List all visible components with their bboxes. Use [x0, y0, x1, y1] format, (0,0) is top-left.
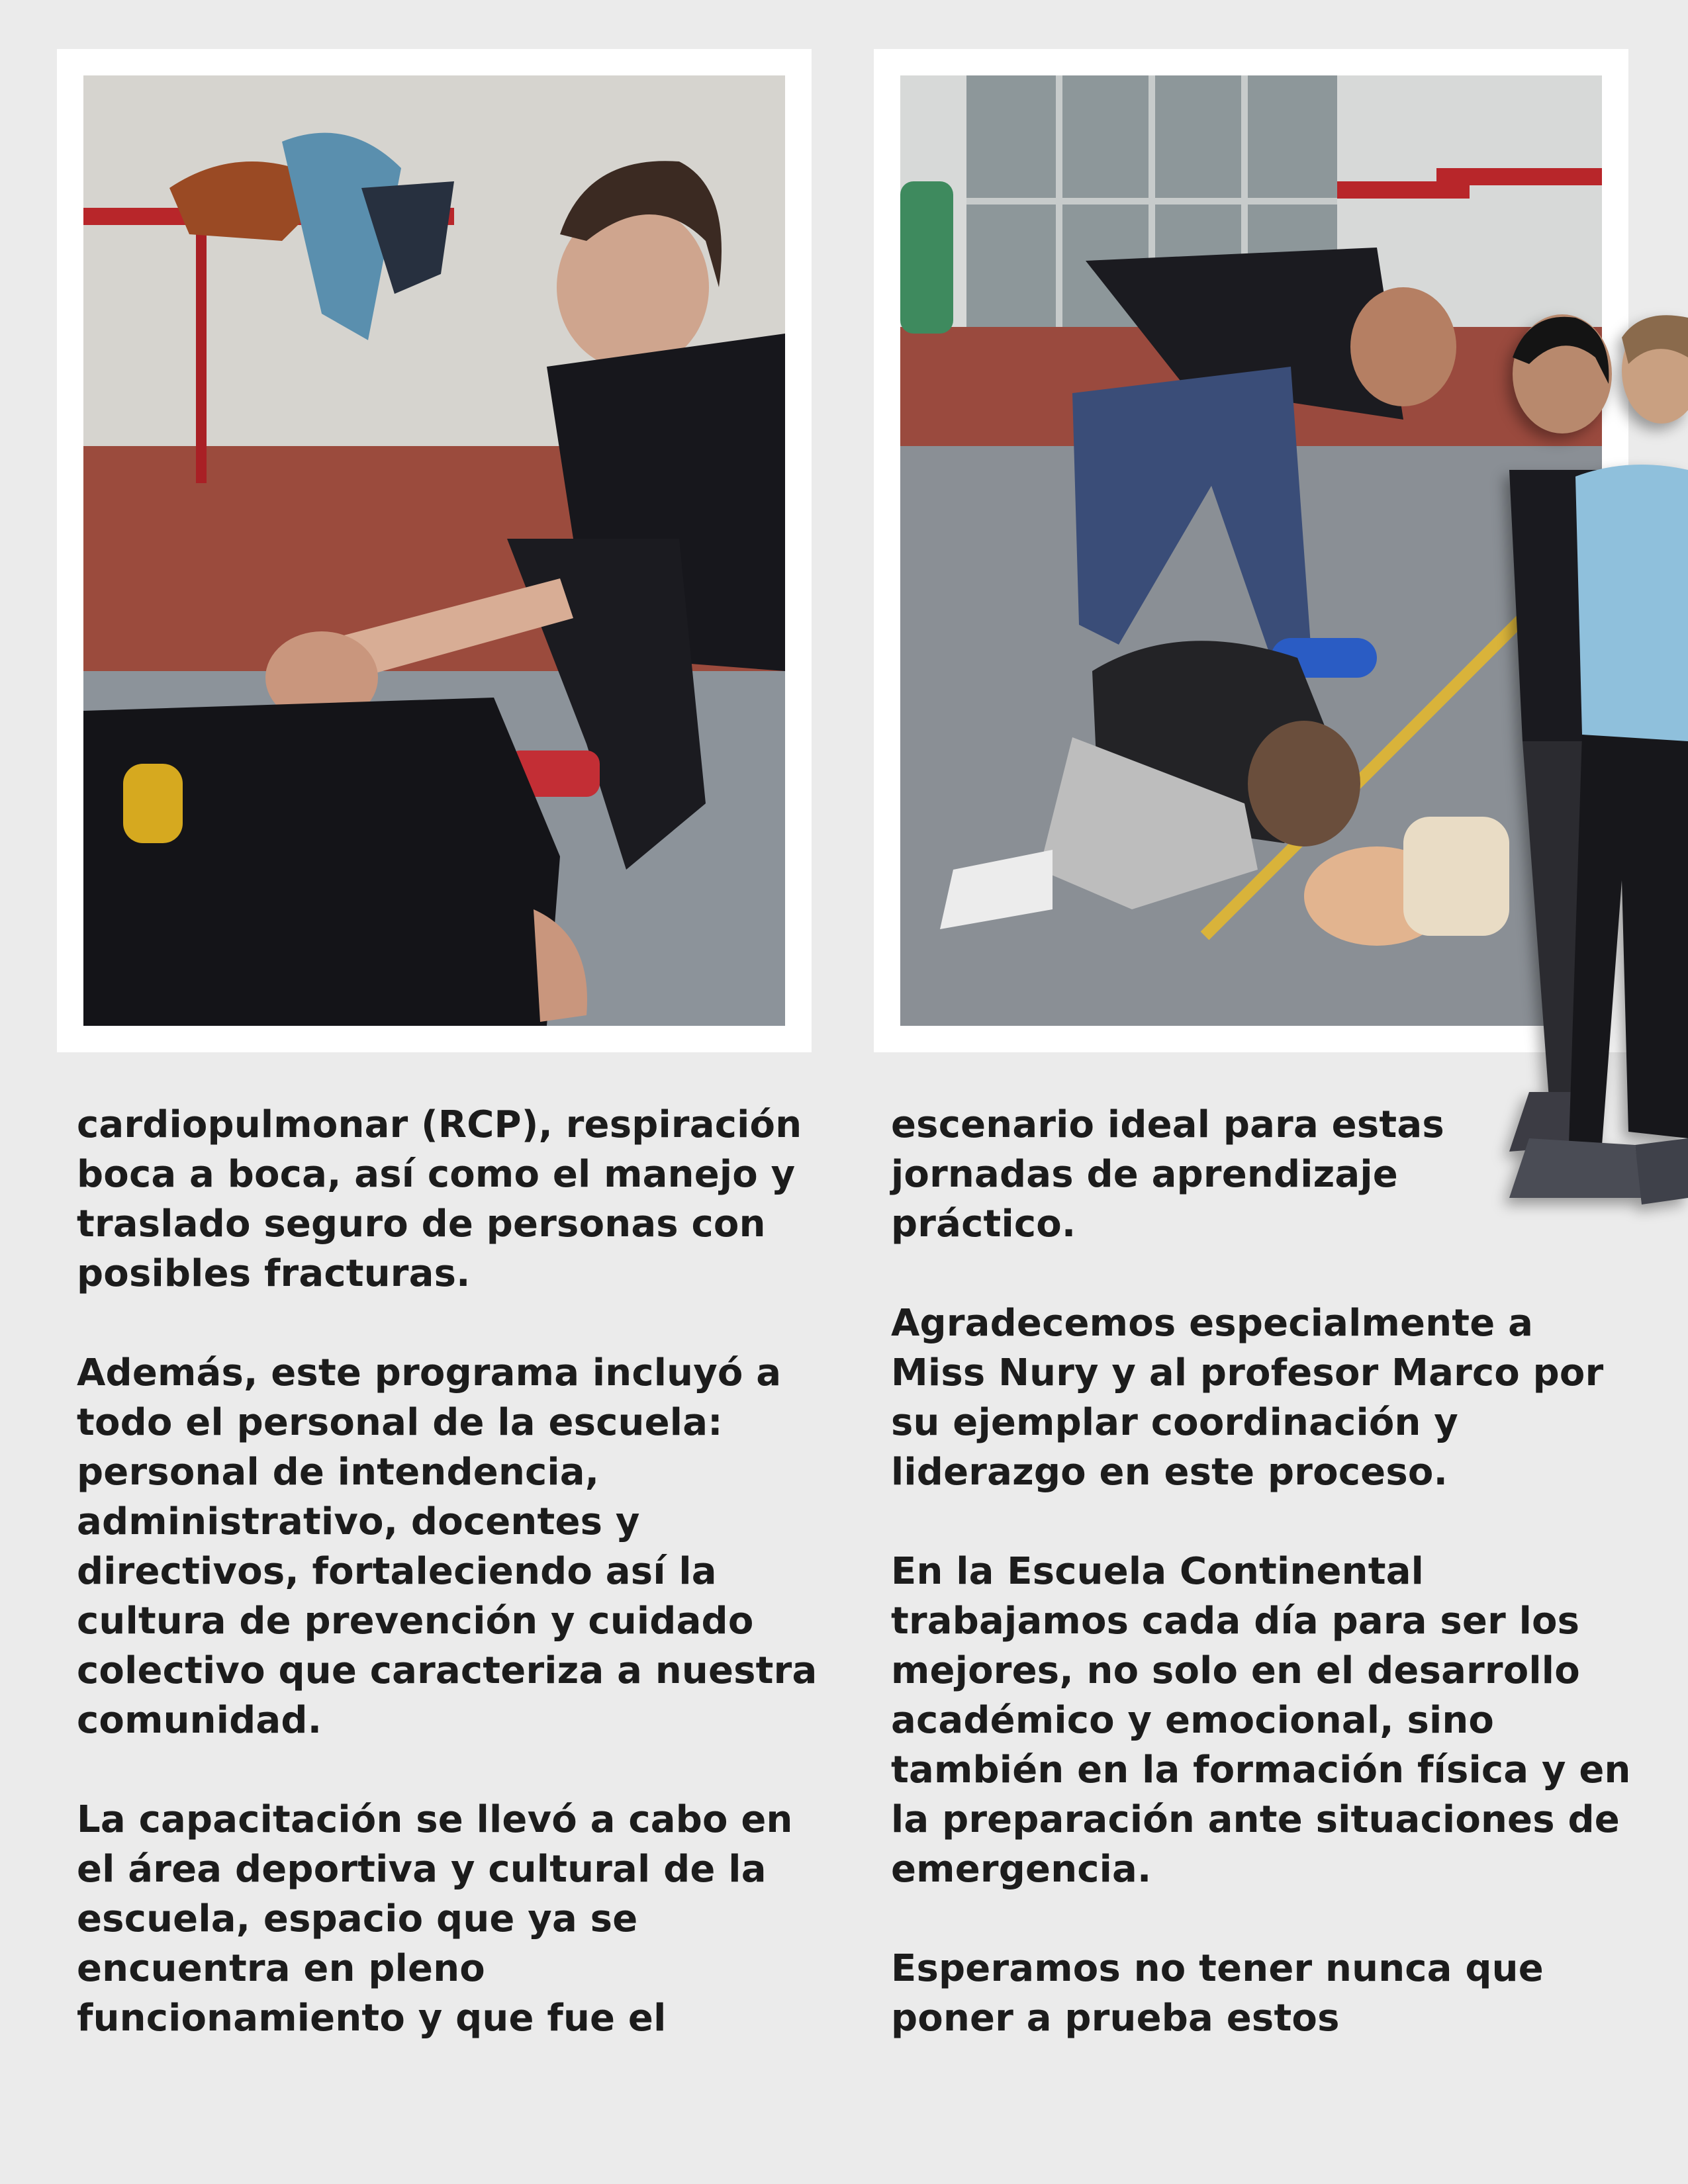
cpr-training-photo-left — [83, 75, 785, 1026]
article-column-left — [77, 1100, 825, 2093]
paragraph: La capacitación se llevó a cabo en el área deportiva y cultural de la escuela, espacio que ya se encuentra en pleno funcionamiento y que fue el — [77, 1798, 793, 2040]
paragraph: Esperamos no tener nunca que poner a prueba estos — [891, 1947, 1544, 2040]
photo-frame-left — [57, 49, 812, 1052]
paragraph: escenario ideal para estas jornadas de aprendizaje práctico. — [891, 1103, 1444, 1246]
article-column-right — [891, 1100, 1672, 2093]
paragraph: En la Escuela Continental trabajamos cada día para ser los mejores, no solo en el desarrollo académico y emocional, sino también en la formación física y en la preparación ante situaciones de emergencia. — [891, 1550, 1631, 1891]
paragraph: cardiopulmonar (RCP), respiración boca a boca, así como el manejo y traslado seguro de personas con posibles fracturas. — [77, 1103, 802, 1295]
paragraph: Además, este programa incluyó a todo el personal de la escuela: personal de intendencia, administrativo, docentes y directivos, fortaleciendo así la cultura de prevención y cuidado colectivo que caracteriza a nuestra comunidad. — [77, 1351, 818, 1742]
paragraph: Agradecemos especialmente a Miss Nury y al profesor Marco por su ejemplar coordinación y liderazgo en este proceso. — [891, 1302, 1604, 1494]
